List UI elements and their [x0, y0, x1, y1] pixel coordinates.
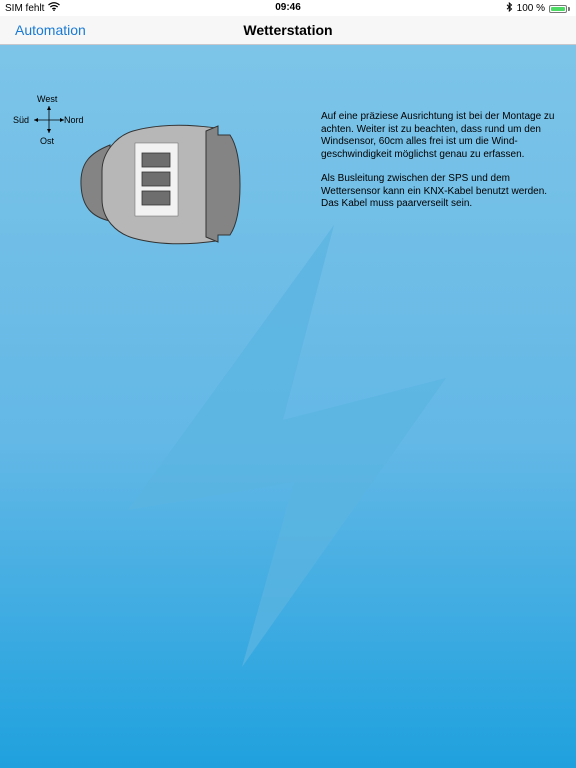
carrier-label: SIM fehlt — [5, 2, 45, 14]
battery-percent: 100 % — [516, 3, 545, 14]
bluetooth-icon — [506, 2, 513, 15]
compass-west-label: West — [37, 94, 58, 104]
back-button[interactable]: Automation — [15, 22, 86, 38]
battery-icon — [549, 5, 570, 13]
status-bar — [0, 0, 576, 16]
compass-sued-label: Süd — [13, 115, 30, 125]
info-paragraph-cable: Als Busleitung zwischen der SPS und dem Wettersensor kann ein KNX-Kabel benutzt werden. Das Kabel muss paarverseilt sein. — [321, 173, 548, 209]
weather-station-sensor-illustration — [78, 123, 243, 247]
compass-ost-label: Ost — [40, 136, 55, 146]
battery-tip — [568, 7, 570, 11]
info-paragraph-mounting: Auf eine präziese Ausrichtung ist bei der Montage zu achten. Weiter ist zu beachten, dass rund um den Windsensor, 60cm alles frei ist um die Wind-geschwindigkeit möglichst genau zu erfassen. — [321, 111, 555, 160]
page-title: Wetterstation — [243, 22, 333, 38]
battery-frame — [549, 5, 567, 13]
compass-nord-label: Nord — [64, 115, 84, 125]
battery-fill — [551, 7, 565, 11]
content-area — [0, 45, 576, 768]
status-time: 09:46 — [275, 2, 301, 13]
navigation-bar — [0, 16, 576, 45]
status-right — [506, 2, 570, 15]
info-text — [321, 111, 561, 223]
